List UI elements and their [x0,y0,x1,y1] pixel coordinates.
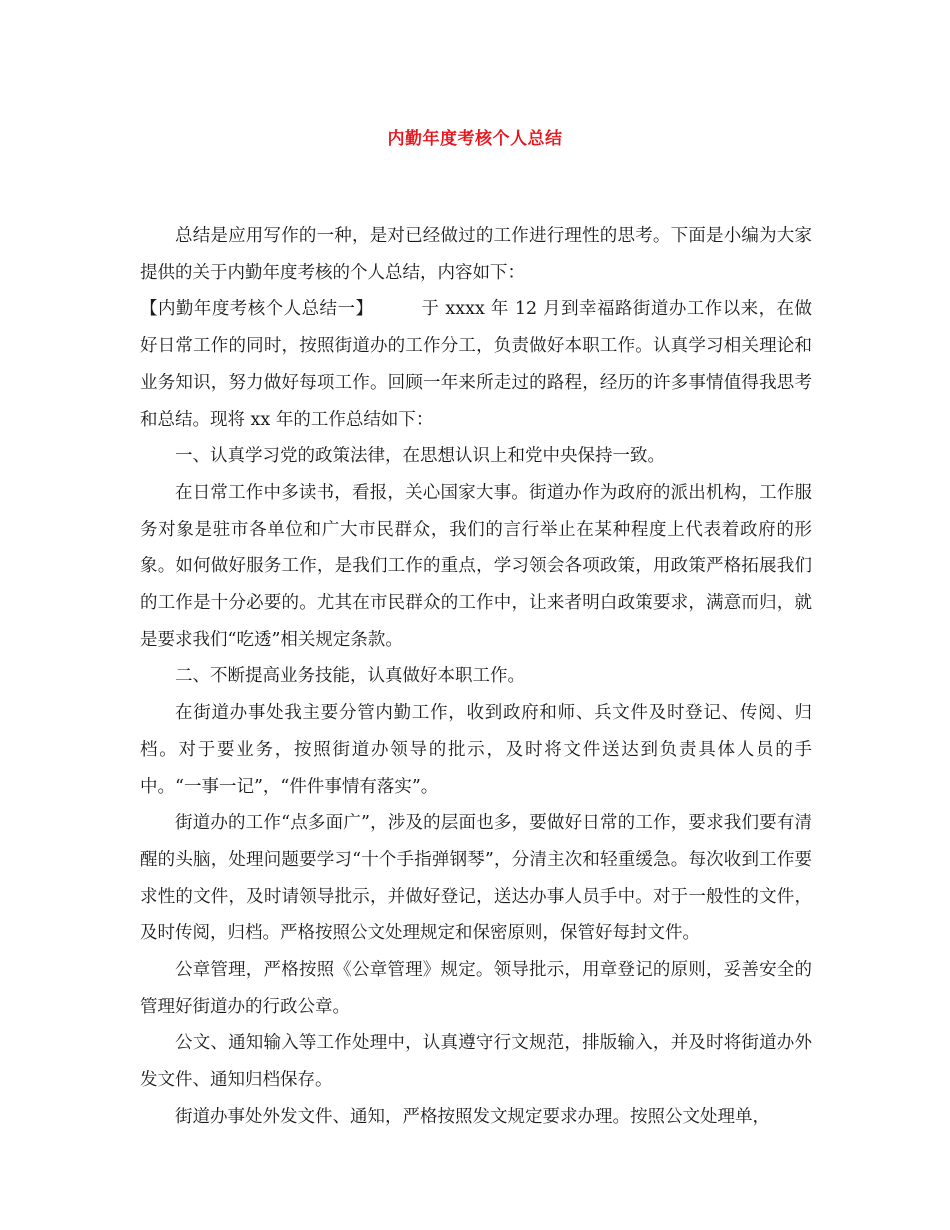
body-paragraph: 街道办的工作“点多面广”，涉及的层面也多，要做好日常的工作，要求我们要有清醒的头脑，处理问题要学习“十个手指弹钢琴”，分清主次和轻重缓急。每次收到工作要求性的文件，及时请领导批示，并做好登记，送达办事人员手中。对于一般性的文件，及时传阅，归档。严格按照公文处理规定和保密原则，保管好每封文件。 [140,813,812,944]
document-body [140,218,812,1136]
document-title: 内勤年度考核个人总结 [387,129,563,149]
section-opening: 于 xxxx 年 12 月到幸福路街道办工作以来，在做好日常工作的同时，按照街道办的工作分工，负责做好本职工作。认真学习相关理论和业务知识，努力做好每项工作。回顾一年来所走过的路程，经历的许多事情值得我思考和总结。现将 xx 年的工作总结如下： [140,299,813,430]
body-paragraph: 街道办事处外发文件、通知，严格按照发文规定要求办理。按照公文处理单， [175,1106,770,1127]
body-paragraph: 公文、通知输入等工作处理中，认真遵守行文规范，排版输入，并及时将街道办外发文件、通知归档保存。 [140,1033,812,1091]
section-heading: 【内勤年度考核个人总结一】 [140,299,374,320]
intro-paragraph: 总结是应用写作的一种，是对已经做过的工作进行理性的思考。下面是小编为大家提供的关于内勤年度考核的个人总结，内容如下： [140,226,812,283]
heading-one: 一、认真学习党的政策法律，在思想认识上和党中央保持一致。 [175,446,665,467]
body-paragraph: 在日常工作中多读书，看报，关心国家大事。街道办作为政府的派出机构，工作服务对象是驻市各单位和广大市民群众，我们的言行举止在某种程度上代表着政府的形象。如何做好服务工作，是我们工作的重点，学习领会各项政策，用政策严格拓展我们的工作是十分必要的。尤其在市民群众的工作中，让来者明白政策要求，满意而归，就是要求我们“吃透”相关规定条款。 [140,482,812,650]
section-one-paragraph [140,291,812,438]
body-paragraph: 公章管理，严格按照《公章管理》规定。领导批示，用章登记的原则，妥善安全的管理好街道办的行政公章。 [140,960,812,1017]
body-paragraph: 在街道办事处我主要分管内勤工作，收到政府和师、兵文件及时登记、传阅、归档。对于要业务，按照街道办领导的批示，及时将文件送达到负责具体人员的手中。“一事一记”，“件件事情有落实”。 [140,703,812,797]
heading-two: 二、不断提高业务技能，认真做好本职工作。 [175,666,525,687]
